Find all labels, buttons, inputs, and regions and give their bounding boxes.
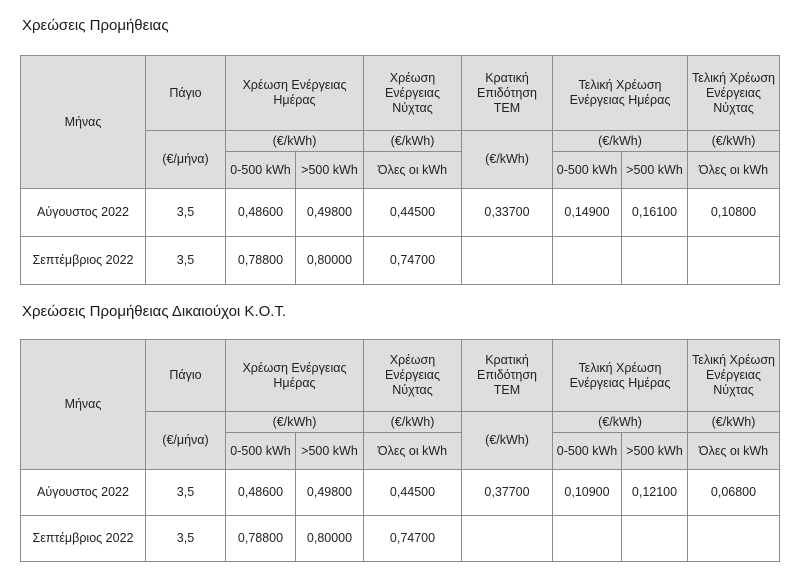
cell-night: 0,74700: [364, 516, 462, 562]
header-final-night-all: Όλες οι kWh: [688, 152, 780, 189]
header-final-day-tier1: 0-500 kWh: [553, 152, 622, 189]
header-day-unit: (€/kWh): [226, 412, 364, 433]
cell-month: Σεπτέμβριος 2022: [21, 516, 146, 562]
cell-night: 0,74700: [364, 237, 462, 285]
cell-day-tier1: 0,78800: [226, 237, 296, 285]
cell-final-night: 0,10800: [688, 189, 780, 237]
header-final-day: Τελική Χρέωση Ενέργειας Ημέρας: [553, 340, 688, 412]
cell-day-tier2: 0,80000: [296, 516, 364, 562]
header-final-day-tier2: >500 kWh: [622, 433, 688, 470]
cell-final-day-tier1: [553, 237, 622, 285]
header-subsidy-unit: (€/kWh): [462, 131, 553, 189]
header-final-night-all: Όλες οι kWh: [688, 433, 780, 470]
header-night-unit: (€/kWh): [364, 131, 462, 152]
header-month: Μήνας: [21, 340, 146, 470]
header-day-tier2: >500 kWh: [296, 152, 364, 189]
header-fixed-unit: (€/μήνα): [146, 131, 226, 189]
cell-final-night: 0,06800: [688, 470, 780, 516]
cell-day-tier1: 0,48600: [226, 470, 296, 516]
cell-subsidy: 0,37700: [462, 470, 553, 516]
header-final-night-unit: (€/kWh): [688, 131, 780, 152]
cell-day-tier2: 0,49800: [296, 189, 364, 237]
cell-final-night: [688, 237, 780, 285]
header-final-night-unit: (€/kWh): [688, 412, 780, 433]
cell-final-day-tier1: [553, 516, 622, 562]
cell-fixed: 3,5: [146, 189, 226, 237]
header-day-charge: Χρέωση Ενέργειας Ημέρας: [226, 340, 364, 412]
header-final-day-tier1: 0-500 kWh: [553, 433, 622, 470]
cell-month: Αύγουστος 2022: [21, 189, 146, 237]
header-day-tier1: 0-500 kWh: [226, 433, 296, 470]
header-fixed: Πάγιο: [146, 56, 226, 131]
header-night-charge: Χρέωση Ενέργειας Νύχτας: [364, 340, 462, 412]
table-row: [21, 470, 780, 516]
header-day-charge: Χρέωση Ενέργειας Ημέρας: [226, 56, 364, 131]
cell-subsidy: 0,33700: [462, 189, 553, 237]
cell-day-tier2: 0,80000: [296, 237, 364, 285]
header-final-night: Τελική Χρέωση Ενέργειας Νύχτας: [688, 340, 780, 412]
cell-fixed: 3,5: [146, 470, 226, 516]
cell-final-day-tier2: 0,16100: [622, 189, 688, 237]
header-subsidy-unit: (€/kWh): [462, 412, 553, 470]
header-final-night: Τελική Χρέωση Ενέργειας Νύχτας: [688, 56, 780, 131]
header-night-unit: (€/kWh): [364, 412, 462, 433]
table-row: [21, 516, 780, 562]
header-day-tier2: >500 kWh: [296, 433, 364, 470]
header-final-day-unit: (€/kWh): [553, 131, 688, 152]
header-final-day-tier2: >500 kWh: [622, 152, 688, 189]
header-day-tier1: 0-500 kWh: [226, 152, 296, 189]
section-title-kot-charges: Χρεώσεις Προμήθειας Δικαιούχοι Κ.Ο.Τ.: [22, 303, 287, 320]
cell-final-day-tier1: 0,10900: [553, 470, 622, 516]
header-night-all: Όλες οι kWh: [364, 433, 462, 470]
header-month: Μήνας: [21, 56, 146, 189]
table-row: [21, 237, 780, 285]
cell-month: Σεπτέμβριος 2022: [21, 237, 146, 285]
header-night-all: Όλες οι kWh: [364, 152, 462, 189]
cell-final-day-tier2: 0,12100: [622, 470, 688, 516]
header-fixed: Πάγιο: [146, 340, 226, 412]
cell-subsidy: [462, 237, 553, 285]
cell-day-tier1: 0,48600: [226, 189, 296, 237]
cell-final-night: [688, 516, 780, 562]
header-day-unit: (€/kWh): [226, 131, 364, 152]
header-final-day-unit: (€/kWh): [553, 412, 688, 433]
cell-final-day-tier2: [622, 237, 688, 285]
section-title-supply-charges: Χρεώσεις Προμήθειας: [22, 17, 169, 34]
header-final-day: Τελική Χρέωση Ενέργειας Ημέρας: [553, 56, 688, 131]
cell-final-day-tier1: 0,14900: [553, 189, 622, 237]
header-night-charge: Χρέωση Ενέργειας Νύχτας: [364, 56, 462, 131]
kot-charges-table: [20, 339, 780, 562]
header-fixed-unit: (€/μήνα): [146, 412, 226, 470]
header-subsidy: Κρατική Επιδότηση ΤΕΜ: [462, 340, 553, 412]
supply-charges-table: [20, 55, 780, 285]
cell-day-tier1: 0,78800: [226, 516, 296, 562]
cell-subsidy: [462, 516, 553, 562]
cell-month: Αύγουστος 2022: [21, 470, 146, 516]
cell-night: 0,44500: [364, 470, 462, 516]
cell-fixed: 3,5: [146, 237, 226, 285]
cell-fixed: 3,5: [146, 516, 226, 562]
cell-final-day-tier2: [622, 516, 688, 562]
cell-night: 0,44500: [364, 189, 462, 237]
cell-day-tier2: 0,49800: [296, 470, 364, 516]
header-subsidy: Κρατική Επιδότηση ΤΕΜ: [462, 56, 553, 131]
table-row: [21, 189, 780, 237]
